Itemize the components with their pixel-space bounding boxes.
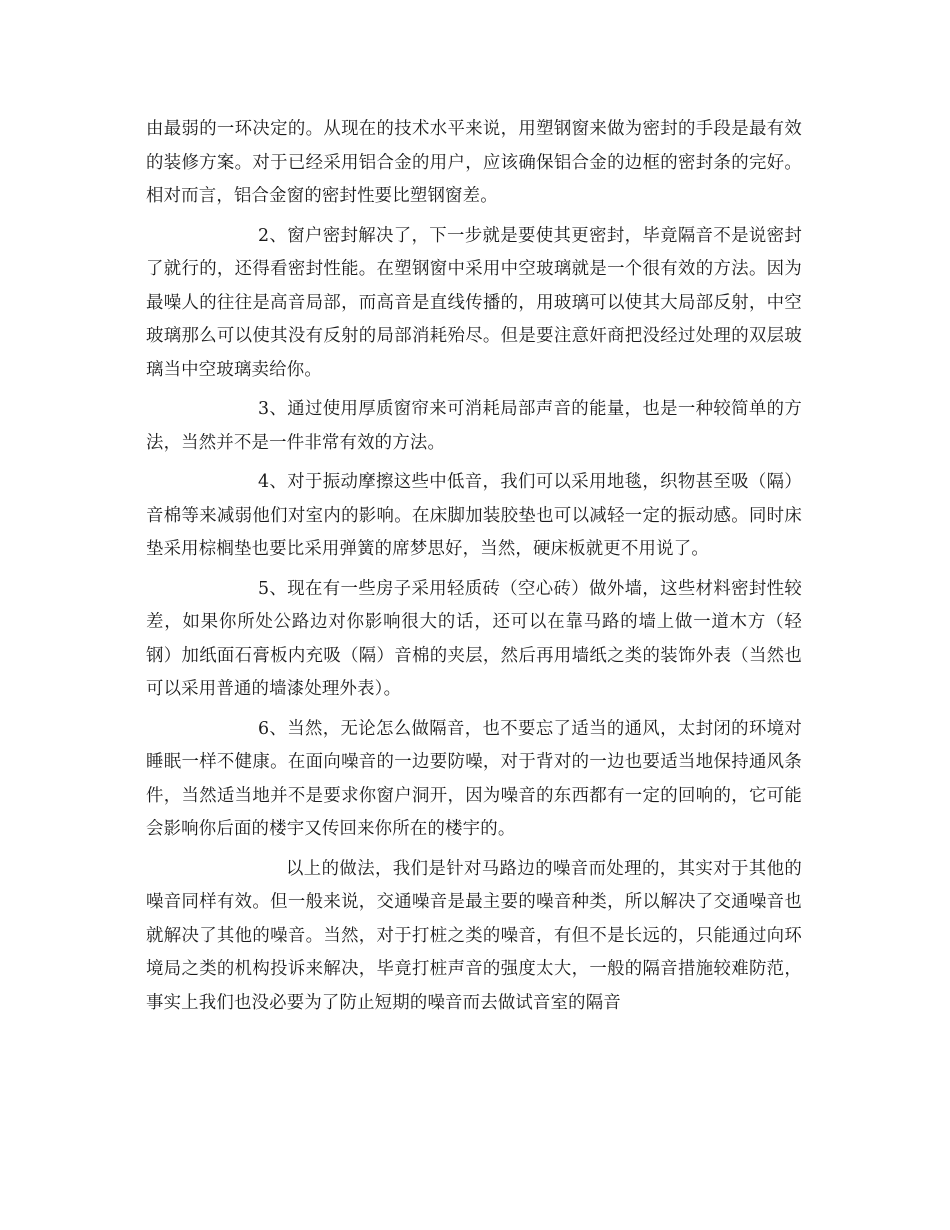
- paragraph-item-6: 6、当然，无论怎么做隔音，也不要忘了适当的通风，太封闭的环境对睡眠一样不健康。在面向噪音的一边要防噪，对于背对的一边也要适当地保持通风条件，当然适当地并不是要求你窗户洞开，因为噪音的东西都有一定的回响的，它可能会影响你后面的楼宇又传回来你所在的楼宇的。: [146, 718, 802, 839]
- document-body: [146, 113, 802, 1026]
- paragraph-continuation: 由最弱的一环决定的。从现在的技术水平来说，用塑钢窗来做为密封的手段是最有效的装修方案。对于已经采用铝合金的用户，应该确保铝合金的边框的密封条的完好。相对而言，铝合金窗的密封性要比塑钢窗差。: [146, 119, 802, 206]
- paragraph-item-4: 4、对于振动摩擦这些中低音，我们可以采用地毯，织物甚至吸（隔）音棉等来减弱他们对室内的影响。在床脚加装胶垫也可以减轻一定的振动感。同时床垫采用棕榈垫也要比采用弹簧的席梦思好，当然，硬床板就更不用说了。: [146, 472, 802, 559]
- paragraph-summary: 以上的做法，我们是针对马路边的噪音而处理的，其实对于其他的噪音同样有效。但一般来说，交通噪音是最主要的噪音种类，所以解决了交通噪音也就解决了其他的噪音。当然，对于打桩之类的噪音，有但不是长远的，只能通过向环境局之类的机构投诉来解决，毕竟打桩声音的强度太大，一般的隔音措施较难防范，事实上我们也没必要为了防止短期的噪音而去做试音室的隔音: [146, 858, 802, 1013]
- paragraph-item-2: 2、窗户密封解决了，下一步就是要使其更密封，毕竟隔音不是说密封了就行的，还得看密封性能。在塑钢窗中采用中空玻璃就是一个很有效的方法。因为最噪人的往往是高音局部，而高音是直线传播的，用玻璃可以使其大局部反射，中空玻璃那么可以使其没有反射的局部消耗殆尽。但是要注意奸商把没经过处理的双层玻璃当中空玻璃卖给你。: [146, 225, 802, 380]
- paragraph-item-3: 3、通过使用厚质窗帘来可消耗局部声音的能量，也是一种较简单的方法，当然并不是一件非常有效的方法。: [146, 399, 802, 453]
- paragraph-item-5: 5、现在有一些房子采用轻质砖（空心砖）做外墙，这些材料密封性较差，如果你所处公路边对你影响很大的话，还可以在靠马路的墙上做一道木方（轻钢）加纸面石膏板内充吸（隔）音棉的夹层，然后再用墙纸之类的装饰外表（当然也可以采用普通的墙漆处理外表）。: [146, 578, 802, 699]
